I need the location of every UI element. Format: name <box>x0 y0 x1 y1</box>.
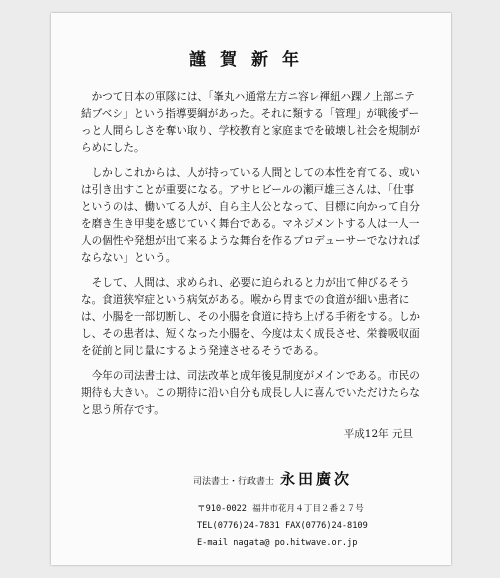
paragraph-4: 今年の司法書士は、司法改革と成年後見制度がメインである。市民の期待も大きい。この期待に沿い自分も成長し人に喜んでいただけたらなと思う所存です。 <box>81 370 420 416</box>
paragraph-3: そして、人間は、求められ、必要に迫られると力が出て伸びるそうな。食道狭窄症という病気がある。喉から胃までの食道が細い患者には、小腸を一部切断し、その小腸を食道に持ち上げる手術をする。しかし、その患者は、短くなった小腸を、今度は太く成長させ、栄養吸収面を従前と同じ量にするよう発達させるそうである。 <box>81 277 420 357</box>
paragraph-1: かつて日本の軍隊には、「峯丸ハ通常左方ニ容レ褌紐ハ踝ノ上部ニテ結ブベシ」という指導要綱があった。それに類する「管理」が戦後ずーっと人間らしさを奪い取り、学校教育と家庭までを破壊し社会を規制がらめにした。 <box>81 91 420 154</box>
signature-name: 永田廣次 <box>280 470 353 488</box>
contact-email: E-mail nagata@ po.hitwave.or.jp <box>197 538 358 548</box>
letter-body <box>81 89 421 427</box>
contact-phone: TEL(0776)24-7831 FAX(0776)24-8109 <box>197 521 368 531</box>
paragraph-2: しかしこれからは、人が持っている人間としての本性を育てる、或いは引き出すことが重要になる。アサヒビールの瀬戸雄三さんは、「仕事というのは、働いてる人が、自ら主人公となって、目標に向かって自分を磨き生き甲斐を感じていく舞台である。マネジメントする人は一人一人の個性や発想が出て来るような舞台を作るプロデューサーでなければならない」という。 <box>81 167 420 264</box>
contact-address: 〒910-0022 福井市花月４丁目２番２７号 <box>197 504 364 514</box>
greeting-card <box>51 13 451 565</box>
signature <box>193 468 352 489</box>
letter-date: 平成12年 元旦 <box>343 428 413 440</box>
signature-role: 司法書士・行政書士 <box>193 477 275 487</box>
contact-block <box>197 501 368 552</box>
card-title: 謹賀新年 <box>189 50 313 70</box>
